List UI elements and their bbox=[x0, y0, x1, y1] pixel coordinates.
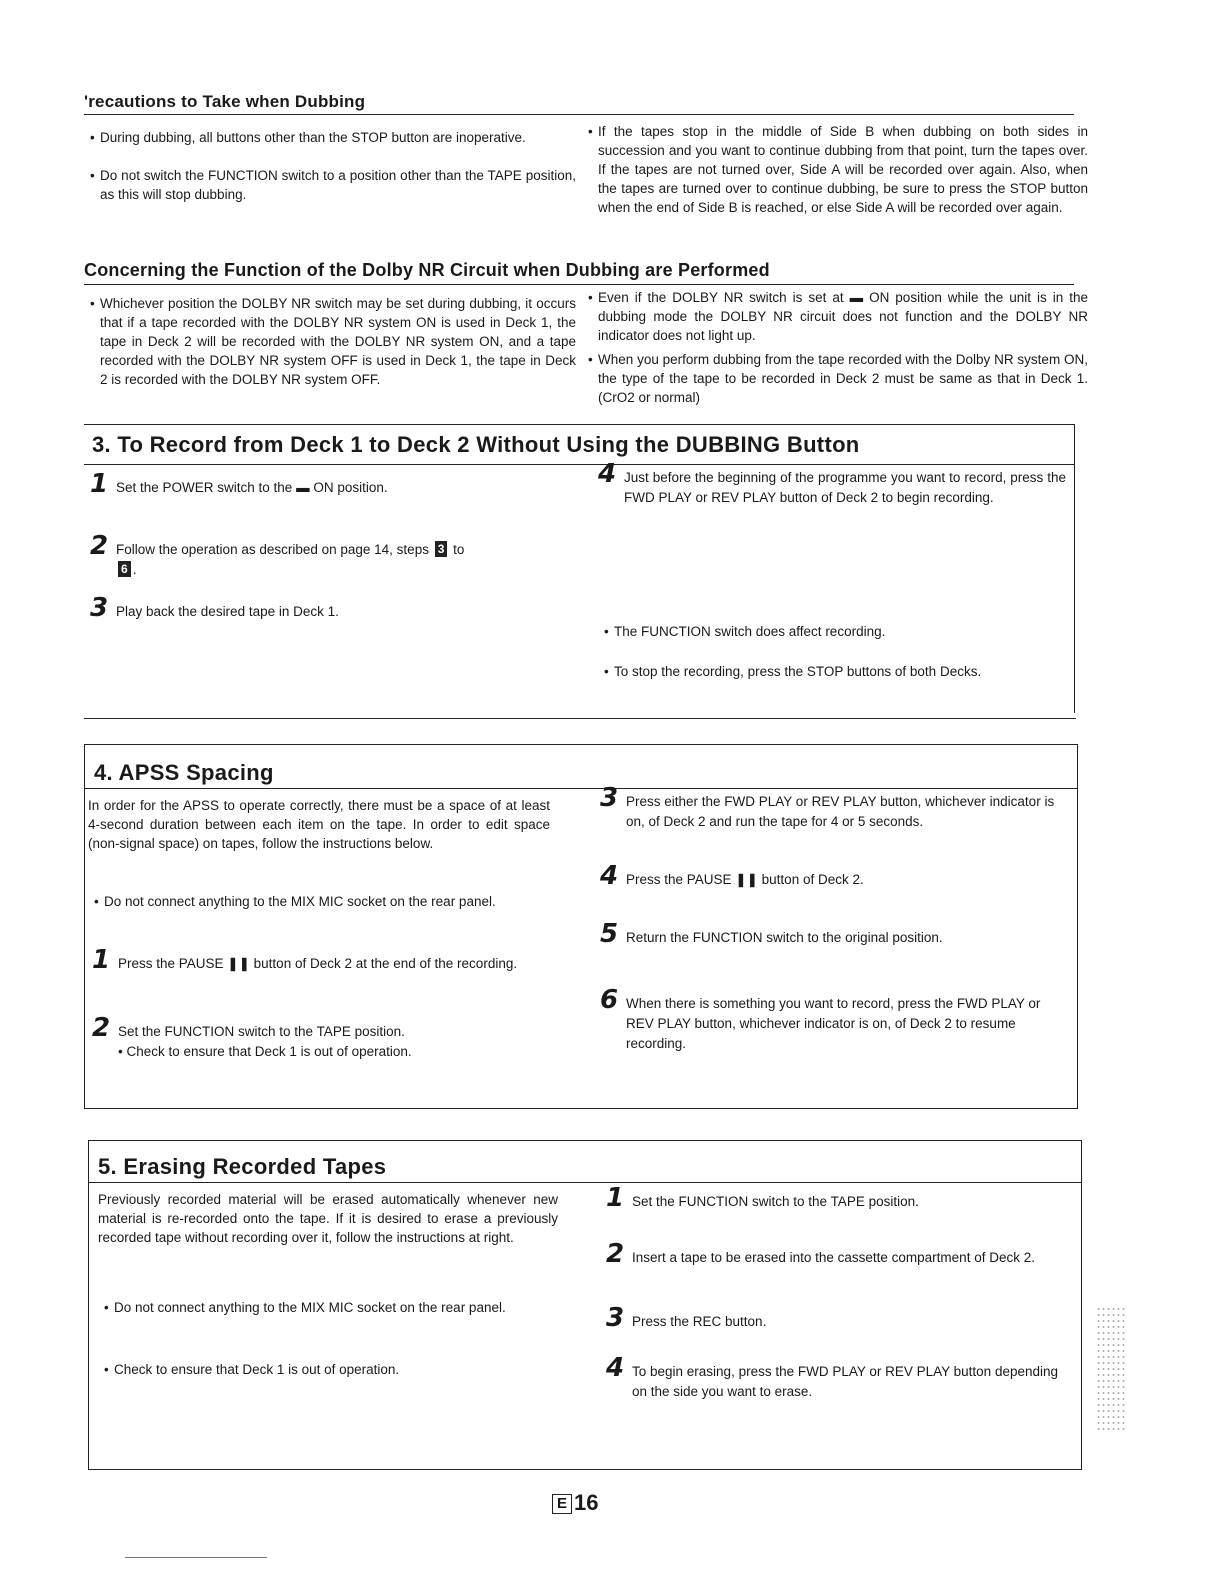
section5-title: 5. Erasing Recorded Tapes bbox=[98, 1154, 387, 1179]
section5-intro: Previously recorded material will be erased automatically whenever new material is re-recorded onto the tape. If it is desired to erase a previously recorded tape without recording over it, follow the instructions at right. bbox=[98, 1192, 558, 1245]
dolby-rule bbox=[84, 284, 1074, 285]
section3-note-1: • The FUNCTION switch does affect recording. bbox=[600, 622, 1074, 641]
step-number: 2 bbox=[90, 531, 109, 561]
section3-title: 3. To Record from Deck 1 to Deck 2 Without Using the DUBBING Button bbox=[92, 432, 860, 457]
step-text: Press the PAUSE ❚❚ button of Deck 2 at the end of the recording. bbox=[118, 956, 518, 971]
step-number: 2 bbox=[92, 1013, 111, 1043]
step-text: To begin erasing, press the FWD PLAY or REV PLAY button depending on the side you want to erase. bbox=[632, 1364, 1059, 1399]
scan-line bbox=[125, 1557, 267, 1558]
section3-step-2 bbox=[90, 531, 560, 580]
section4-top-rule bbox=[84, 744, 1078, 745]
step-text: Press the PAUSE ❚❚ button of Deck 2. bbox=[626, 872, 864, 887]
language-box: E bbox=[552, 1494, 572, 1514]
step-text: Set the FUNCTION switch to the TAPE position. bbox=[632, 1194, 919, 1209]
step-text: Set the FUNCTION switch to the TAPE position. bbox=[118, 1024, 405, 1039]
dolby-right-bullet-1: • Even if the DOLBY NR switch is set at ▬ ON position while the unit is in the dubbing mode the DOLBY NR circuit does not function and the DOLBY NR indicator does not light up. bbox=[584, 288, 1088, 345]
step-number: 2 bbox=[606, 1239, 625, 1269]
step-text: Press either the FWD PLAY or REV PLAY button, whichever indicator is on, of Deck 2 and run the tape for 4 or 5 seconds. bbox=[626, 794, 1055, 829]
step-text: Set the POWER switch to the ▬ ON position. bbox=[116, 480, 388, 495]
section4-step-2 bbox=[92, 1013, 552, 1062]
precautions-heading: 'recautions to Take when Dubbing bbox=[84, 92, 366, 111]
section4-note: • Do not connect anything to the MIX MIC socket on the rear panel. bbox=[90, 892, 566, 911]
section3-title-rule bbox=[84, 464, 1074, 465]
precautions-left-bullet-2: • Do not switch the FUNCTION switch to a position other than the TAPE position, as this will stop dubbing. bbox=[86, 166, 576, 204]
precautions-rule bbox=[84, 114, 1074, 115]
section4-title: 4. APSS Spacing bbox=[94, 760, 274, 785]
section3-note-2: • To stop the recording, press the STOP buttons of both Decks. bbox=[600, 662, 1074, 681]
section3-step-1 bbox=[90, 469, 560, 499]
section4-step-1 bbox=[92, 945, 552, 975]
step-text: Just before the beginning of the programme you want to record, press the FWD PLAY or REV PLAY button of Deck 2 to begin recording. bbox=[624, 470, 1066, 505]
step-text-part: to bbox=[453, 542, 465, 557]
step-number: 1 bbox=[606, 1183, 625, 1213]
step-text: When there is something you want to record, press the FWD PLAY or REV PLAY button, whichever indicator is on, of Deck 2 to resume recording. bbox=[626, 996, 1041, 1051]
step-number: 1 bbox=[92, 945, 111, 975]
step-number: 3 bbox=[600, 783, 619, 813]
dolby-right-bullet-2: • When you perform dubbing from the tape recorded with the Dolby NR system ON, the type of the tape to be recorded in Deck 2 must be same as that in Deck 1. (CrO2 or normal) bbox=[584, 350, 1088, 407]
step-text bbox=[116, 540, 560, 580]
section5-step-1 bbox=[606, 1183, 1074, 1213]
section4-intro: In order for the APSS to operate correctly, there must be a space of at least 4-second duration between each item on the tape. In order to edit space (non-signal space) on tapes, follow the instructions below. bbox=[88, 798, 550, 851]
section5-note-2: • Check to ensure that Deck 1 is out of operation. bbox=[100, 1360, 574, 1379]
dolby-heading: Concerning the Function of the Dolby NR Circuit when Dubbing are Performed bbox=[84, 260, 770, 280]
step-number: 3 bbox=[90, 593, 109, 623]
scan-noise bbox=[1096, 1306, 1126, 1434]
page-number-text: 16 bbox=[574, 1490, 599, 1515]
precautions-left-bullet-1: • During dubbing, all buttons other than the STOP button are inoperative. bbox=[86, 128, 576, 147]
section5-step-3 bbox=[606, 1303, 1074, 1333]
step-text-part: Follow the operation as described on page 14, steps bbox=[116, 542, 429, 557]
step-number: 6 bbox=[600, 985, 619, 1015]
step-number: 4 bbox=[598, 459, 617, 489]
step-number: 4 bbox=[606, 1353, 625, 1383]
step-subnote: • Check to ensure that Deck 1 is out of operation. bbox=[118, 1044, 412, 1059]
step-text: Play back the desired tape in Deck 1. bbox=[116, 604, 339, 619]
page-number bbox=[552, 1490, 599, 1516]
section4-step-6 bbox=[600, 985, 1070, 1054]
section4-step-4 bbox=[600, 861, 1070, 891]
section3-step-3 bbox=[90, 593, 560, 623]
step-number: 3 bbox=[606, 1303, 625, 1333]
step-ref-box: 6 bbox=[118, 561, 131, 577]
section3-bottom-rule bbox=[84, 718, 1076, 719]
section3-step-4 bbox=[598, 459, 1066, 508]
step-text: Press the REC button. bbox=[632, 1314, 767, 1329]
section5-note-1: • Do not connect anything to the MIX MIC socket on the rear panel. bbox=[100, 1298, 574, 1317]
step-text-part: . bbox=[132, 562, 137, 577]
step-number: 4 bbox=[600, 861, 619, 891]
section4-step-5 bbox=[600, 919, 1070, 949]
step-ref-box: 3 bbox=[435, 541, 448, 557]
step-subnote-text: Check to ensure that Deck 1 is out of operation. bbox=[126, 1044, 412, 1059]
section5-step-2 bbox=[606, 1239, 1074, 1269]
step-text: Insert a tape to be erased into the cassette compartment of Deck 2. bbox=[632, 1250, 1035, 1265]
step-text: Return the FUNCTION switch to the original position. bbox=[626, 930, 943, 945]
section4-title-rule bbox=[84, 788, 1078, 789]
step-number: 1 bbox=[90, 469, 109, 499]
step-number: 5 bbox=[600, 919, 619, 949]
section5-title-rule bbox=[88, 1182, 1082, 1183]
section5-step-4 bbox=[606, 1353, 1074, 1402]
section4-step-3 bbox=[600, 783, 1070, 832]
dolby-left-bullet-1: • Whichever position the DOLBY NR switch may be set during dubbing, it occurs that if a tape recorded with the DOLBY NR system ON is used in Deck 1, the tape in Deck 2 will be recorded with the DOLBY NR system ON, and a tape recorded with the DOLBY NR system OFF is used in Deck 1, the tape in Deck 2 is recorded with the DOLBY NR system OFF. bbox=[86, 294, 576, 389]
precautions-right-bullet-1: • If the tapes stop in the middle of Side B when dubbing on both sides in succession and you want to continue dubbing from that point, turn the tapes over. If the tapes are not turned over, Side A will be recorded over again. Also, when the tapes are turned over to continue dubbing, be sure to press the STOP button when the end of Side B is reached, or else Side A will be recorded over again. bbox=[584, 122, 1088, 217]
